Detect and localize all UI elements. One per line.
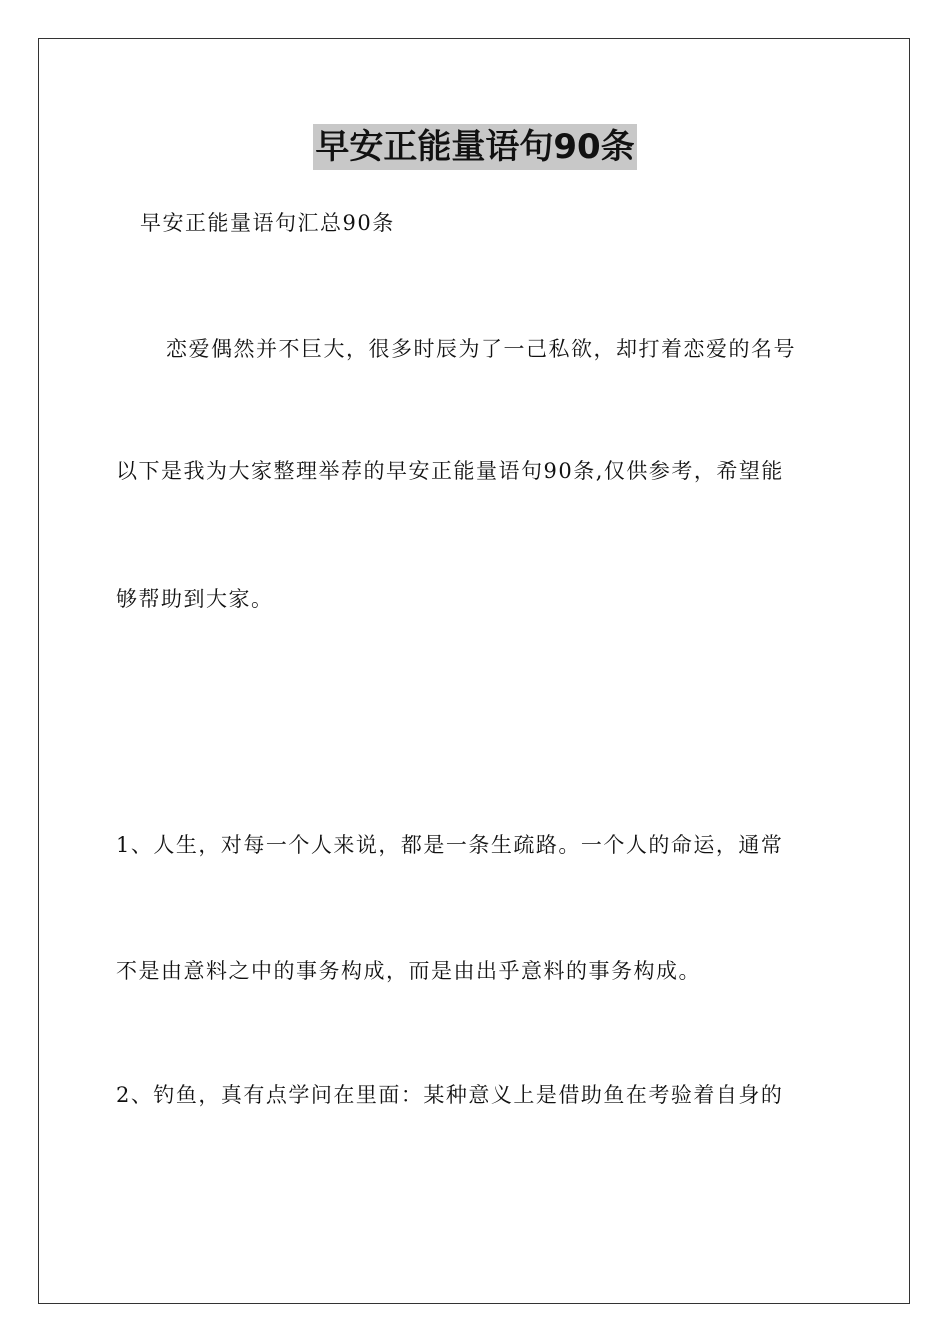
intro-line-1: 恋爱偶然并不巨大，很多时辰为了一己私欲，却打着恋爱的名号 (166, 337, 796, 361)
intro-line-3: 够帮助到大家。 (116, 587, 274, 611)
document-subtitle: 早安正能量语句汇总90条 (140, 211, 395, 235)
document-title: 早安正能量语句90条 (313, 124, 636, 170)
title-container (0, 124, 950, 170)
item-2-line-1: 2、钓鱼，真有点学问在里面：某种意义上是借助鱼在考验着自身的 (116, 1083, 784, 1107)
item-1-line-1: 1、人生，对每一个人来说，都是一条生疏路。一个人的命运，通常 (116, 833, 784, 857)
item-1-line-2: 不是由意料之中的事务构成，而是由出乎意料的事务构成。 (116, 959, 701, 983)
intro-line-2: 以下是我为大家整理举荐的早安正能量语句90条,仅供参考，希望能 (116, 459, 784, 483)
